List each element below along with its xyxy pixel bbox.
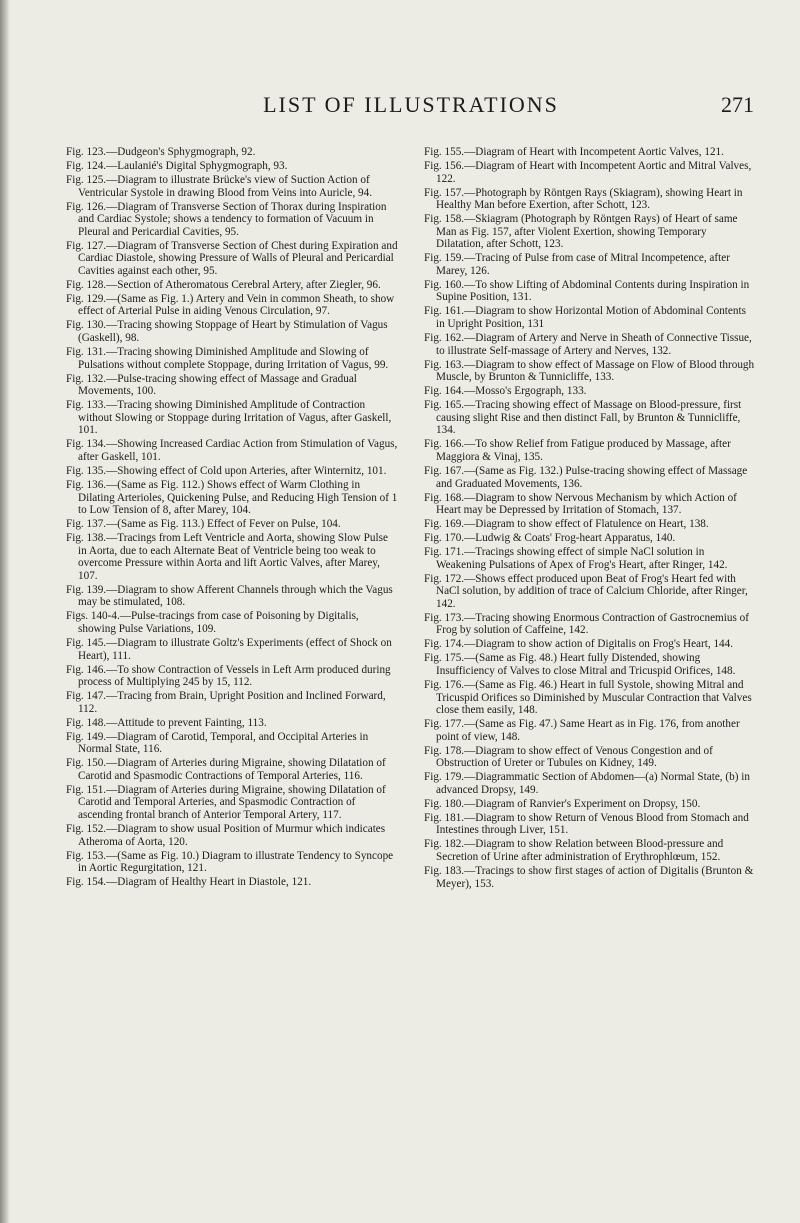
figure-entry: Fig. 125.—Diagram to illustrate Brücke's view of Suction Action of Ventricular Systole in drawing Blood from Veins into Auricle, 94. (66, 173, 373, 199)
right-column (424, 146, 756, 892)
figure-entry: Fig. 163.—Diagram to show effect of Massage on Flow of Blood through Muscle, by Brunton & Tunnicliffe, 133. (424, 358, 755, 384)
figure-entry: Fig. 160.—To show Lifting of Abdominal Contents during Inspiration in Supine Position, 131. (424, 278, 750, 304)
figure-entry: Fig. 149.—Diagram of Carotid, Temporal, and Occipital Arteries in Normal State, 116. (66, 730, 369, 756)
figure-entry: Fig. 148.—Attitude to prevent Fainting, 113. (66, 716, 267, 729)
figure-entry: Fig. 161.—Diagram to show Horizontal Motion of Abdominal Contents in Upright Position, 131 (424, 305, 746, 331)
figure-entry: Fig. 171.—Tracings showing effect of simple NaCl solution in Weakening Pulsations of Apex of Frog's Heart, after Ringer, 142. (424, 546, 728, 571)
figure-entry: Fig. 124.—Laulanié's Digital Sphygmograph, 93. (66, 159, 288, 172)
figure-entry: Fig. 136.—(Same as Fig. 112.) Shows effect of Warm Clothing in Dilating Arterioles, Quickening Pulse, and Reducing High Tension of 1 to Low Tension of 8, after Marey, 104. (66, 478, 398, 517)
left-column (66, 146, 398, 892)
figure-entry: Fig. 181.—Diagram to show Return of Venous Blood from Stomach and Intestines through Liver, 151. (424, 811, 749, 837)
figure-entry: Fig. 139.—Diagram to show Afferent Channels through which the Vagus may be stimulated, 108. (66, 583, 393, 609)
page-number: 271 (721, 92, 754, 117)
book-page (66, 0, 756, 1223)
figure-entry: Fig. 123.—Dudgeon's Sphygmograph, 92. (66, 146, 256, 158)
figure-entry: Fig. 127.—Diagram of Transverse Section of Chest during Expiration and Cardiac Diastole, showing Pressure of Walls of Pleural and Pericardial Cavities against each other, 95. (66, 239, 398, 277)
figure-entry: Fig. 145.—Diagram to illustrate Goltz's Experiments (effect of Shock on Heart), 111. (66, 637, 392, 662)
figure-entry: Fig. 146.—To show Contraction of Vessels in Left Arm produced during process of Multiplying 245 by 15, 112. (66, 663, 391, 689)
figure-entry: Fig. 156.—Diagram of Heart with Incompetent Aortic and Mitral Valves, 122. (424, 159, 752, 185)
figure-entry: Fig. 159.—Tracing of Pulse from case of Mitral Incompetence, after Marey, 126. (424, 252, 730, 277)
figure-entry: Fig. 132.—Pulse-tracing showing effect of Massage and Gradual Movements, 100. (66, 372, 357, 398)
figure-entry: Fig. 170.—Ludwig & Coats' Frog-heart Apparatus, 140. (424, 532, 676, 545)
figure-entry: Fig. 130.—Tracing showing Stoppage of Heart by Stimulation of Vagus (Gaskell), 98. (66, 319, 388, 345)
figure-entry: Fig. 158.—Skiagram (Photograph by Röntgen Rays) of Heart of same Man as Fig. 157, after Violent Exertion, showing Temporary Dilatation, after Schott, 123. (424, 213, 738, 251)
figure-entry: Fig. 135.—Showing effect of Cold upon Arteries, after Winternitz, 101. (66, 464, 387, 477)
figure-entry: Fig. 162.—Diagram of Artery and Nerve in Sheath of Connective Tissue, to illustrate Self-massage of Artery and Nerves, 132. (424, 332, 752, 357)
figure-entry: Fig. 164.—Mosso's Ergograph, 133. (424, 385, 587, 398)
figure-entry: Fig. 154.—Diagram of Healthy Heart in Diastole, 121. (66, 876, 312, 889)
figure-entry: Fig. 147.—Tracing from Brain, Upright Position and Inclined Forward, 112. (66, 690, 386, 715)
figure-entry: Fig. 131.—Tracing showing Diminished Amplitude and Slowing of Pulsations without complete Stoppage, during Irritation of Vagus, 99. (66, 346, 389, 371)
figure-entry: Fig. 128.—Section of Atheromatous Cerebral Artery, after Ziegler, 96. (66, 278, 381, 291)
illustration-list (66, 146, 756, 892)
book-spine-shadow (0, 0, 10, 1223)
figure-entry: Fig. 174.—Diagram to show action of Digitalis on Frog's Heart, 144. (424, 638, 734, 651)
page-title: LIST OF ILLUSTRATIONS (263, 92, 559, 117)
figure-entry: Figs. 140-4.—Pulse-tracings from case of Poisoning by Digitalis, showing Pulse Variations, 109. (66, 610, 359, 636)
figure-entry: Fig. 168.—Diagram to show Nervous Mechanism by which Action of Heart may be Depressed by Irritation of Stomach, 137. (424, 491, 737, 517)
figure-entry: Fig. 151.—Diagram of Arteries during Migraine, showing Dilatation of Carotid and Temporal Arteries, and Spasmodic Contraction of ascending frontal branch of Anterior Temporal Artery, 117. (66, 783, 386, 822)
figure-entry: Fig. 180.—Diagram of Ranvier's Experiment on Dropsy, 150. (424, 797, 701, 810)
figure-entry: Fig. 173.—Tracing showing Enormous Contraction of Gastrocnemius of Frog by solution of Caffeine, 142. (424, 611, 749, 637)
figure-entry: Fig. 152.—Diagram to show usual Position of Murmur which indicates Atheroma of Aorta, 120. (66, 823, 386, 848)
figure-entry: Fig. 169.—Diagram to show effect of Flatulence on Heart, 138. (424, 518, 709, 531)
figure-entry: Fig. 150.—Diagram of Arteries during Migraine, showing Dilatation of Carotid and Spasmodic Contractions of Temporal Arteries, 116. (66, 757, 386, 782)
figure-entry: Fig. 133.—Tracing showing Diminished Amplitude of Contraction without Slowing or Stoppage during Irritation of Vagus, after Gaskell, 101. (66, 399, 392, 437)
figure-entry: Fig. 176.—(Same as Fig. 46.) Heart in full Systole, showing Mitral and Tricuspid Orifices so Diminished by Muscular Contraction that Valves close them easily, 148. (424, 678, 752, 717)
figure-entry: Fig. 178.—Diagram to show effect of Venous Congestion and of Obstruction of Ureter or Tubules on Kidney, 149. (424, 744, 713, 770)
running-head (66, 92, 756, 118)
figure-entry: Fig. 166.—To show Relief from Fatigue produced by Massage, after Maggiora & Vinaj, 135. (424, 438, 731, 463)
figure-entry: Fig. 138.—Tracings from Left Ventricle and Aorta, showing Slow Pulse in Aorta, due to each Alternate Beat of Ventricle being too weak to overcome Pressure within Aorta and lift Aortic Valves, after Marey, 107. (66, 532, 388, 582)
figure-entry: Fig. 129.—(Same as Fig. 1.) Artery and Vein in common Sheath, to show effect of Arterial Pulse in aiding Venous Circulation, 97. (66, 292, 395, 318)
figure-entry: Fig. 153.—(Same as Fig. 10.) Diagram to illustrate Tendency to Syncope in Aortic Regurgitation, 121. (66, 849, 394, 875)
figure-entry: Fig. 182.—Diagram to show Relation between Blood-pressure and Secretion of Urine after administration of Erythrophlœum, 152. (424, 838, 724, 864)
figure-entry: Fig. 167.—(Same as Fig. 132.) Pulse-tracing showing effect of Massage and Graduated Movements, 136. (424, 464, 748, 490)
figure-entry: Fig. 177.—(Same as Fig. 47.) Same Heart as in Fig. 176, from another point of view, 148. (424, 718, 740, 743)
figure-entry: Fig. 179.—Diagrammatic Section of Abdomen—(a) Normal State, (b) in advanced Dropsy, 149. (424, 771, 750, 796)
figure-entry: Fig. 134.—Showing Increased Cardiac Action from Stimulation of Vagus, after Gaskell, 101. (66, 438, 398, 463)
figure-entry: Fig. 155.—Diagram of Heart with Incompetent Aortic Valves, 121. (424, 146, 724, 158)
figure-entry: Fig. 172.—Shows effect produced upon Beat of Frog's Heart fed with NaCl solution, by addition of trace of Calcium Chloride, after Ringer, 142. (424, 572, 748, 610)
figure-entry: Fig. 157.—Photograph by Röntgen Rays (Skiagram), showing Heart in Healthy Man before Exertion, after Schott, 123. (424, 186, 743, 212)
figure-entry: Fig. 126.—Diagram of Transverse Section of Thorax during Inspiration and Cardiac Systole; shows a tendency to formation of Vacuum in Pleural and Pericardial Cavities, 95. (66, 200, 387, 238)
figure-entry: Fig. 137.—(Same as Fig. 113.) Effect of Fever on Pulse, 104. (66, 518, 341, 531)
figure-entry: Fig. 165.—Tracing showing effect of Massage on Blood-pressure, first causing slight Rise and then distinct Fall, by Brunton & Tunnicliffe, 134. (424, 399, 742, 437)
figure-entry: Fig. 175.—(Same as Fig. 48.) Heart fully Distended, showing Insufficiency of Valves to close Mitral and Tricuspid Orifices, 148. (424, 652, 736, 677)
figure-entry: Fig. 183.—Tracings to show first stages of action of Digitalis (Brunton & Meyer), 153. (424, 865, 754, 890)
